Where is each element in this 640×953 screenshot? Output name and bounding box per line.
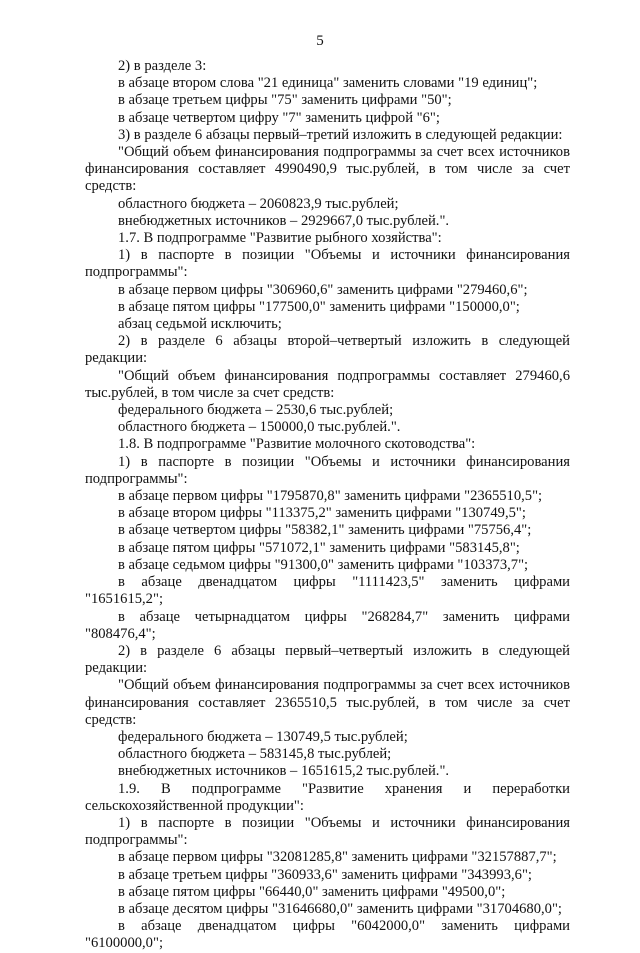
paragraph: в абзаце третьем цифры "360933,6" заменить цифрами "343993,6"; bbox=[118, 866, 532, 883]
paragraph: "Общий объем финансирования подпрограммы за счет всех источников финансирования составляет 4990490,9 тыс.рублей, в том числе за счет средств: bbox=[85, 144, 570, 195]
page-number: 5 bbox=[316, 33, 324, 49]
paragraph: "Общий объем финансирования подпрограммы составляет 279460,6 тыс.рублей, в том числе за счет средств: bbox=[85, 367, 570, 401]
paragraph: в абзаце третьем цифры "75" заменить цифрами "50"; bbox=[118, 92, 452, 109]
paragraph: в абзаце пятом цифры "571072,1" заменить цифрами "583145,8"; bbox=[118, 539, 520, 556]
paragraph: федерального бюджета – 130749,5 тыс.рублей; bbox=[118, 728, 408, 745]
paragraph: в абзаце двенадцатом цифры "6042000,0" заменить цифрами "6100000,0"; bbox=[85, 918, 570, 952]
paragraph: 1) в паспорте в позиции "Объемы и источники финансирования подпрограммы": bbox=[85, 453, 570, 487]
paragraph: в абзаце двенадцатом цифры "1111423,5" заменить цифрами "1651615,2"; bbox=[85, 574, 570, 608]
paragraph: в абзаце втором цифры "113375,2" заменить цифрами "130749,5"; bbox=[118, 505, 526, 522]
paragraph: в абзаце четвертом цифру "7" заменить цифрой "6"; bbox=[118, 109, 440, 126]
paragraph: внебюджетных источников – 2929667,0 тыс.рублей.". bbox=[118, 212, 450, 229]
paragraph: в абзаце первом цифры "1795870,8" заменить цифрами "2365510,5"; bbox=[118, 488, 543, 505]
paragraph: областного бюджета – 2060823,9 тыс.рублей; bbox=[118, 195, 399, 212]
paragraph: 2) в разделе 6 абзацы второй–четвертый изложить в следующей редакции: bbox=[85, 333, 570, 367]
paragraph: областного бюджета – 583145,8 тыс.рублей; bbox=[118, 746, 392, 763]
paragraph: в абзаце пятом цифры "177500,0" заменить цифрами "150000,0"; bbox=[118, 298, 520, 315]
paragraph: 1) в паспорте в позиции "Объемы и источники финансирования подпрограммы": bbox=[85, 814, 570, 849]
document-body bbox=[85, 58, 570, 953]
paragraph: 3) в разделе 6 абзацы первый–третий изложить в следующей редакции: bbox=[118, 126, 563, 143]
paragraph: "Общий объем финансирования подпрограммы за счет всех источников финансирования составляет 2365510,5 тыс.рублей, в том числе за счет средств: bbox=[85, 677, 570, 728]
paragraph: в абзаце втором слова "21 единица" заменить словами "19 единиц"; bbox=[118, 75, 538, 92]
paragraph: в абзаце первом цифры "306960,6" заменить цифрами "279460,6"; bbox=[118, 281, 528, 298]
paragraph: 2) в разделе 6 абзацы первый–четвертый изложить в следующей редакции: bbox=[85, 642, 570, 677]
paragraph: в абзаце четырнадцатом цифры "268284,7" заменить цифрами "808476,4"; bbox=[85, 608, 570, 642]
paragraph: 1.9. В подпрограмме "Развитие хранения и переработки сельскохозяйственной продукции": bbox=[85, 780, 570, 814]
paragraph: федерального бюджета – 2530,6 тыс.рублей; bbox=[118, 402, 394, 419]
paragraph: 1.8. В подпрограмме "Развитие молочного скотоводства": bbox=[118, 436, 476, 453]
paragraph: 2) в разделе 3: bbox=[118, 58, 207, 74]
paragraph: 1) в паспорте в позиции "Объемы и источники финансирования подпрограммы": bbox=[85, 247, 570, 281]
paragraph: абзац седьмой исключить; bbox=[118, 316, 282, 333]
paragraph: внебюджетных источников – 1651615,2 тыс.рублей.". bbox=[118, 763, 450, 780]
paragraph: в абзаце десятом цифры "31646680,0" заменить цифрами "31704680,0"; bbox=[118, 900, 562, 917]
paragraph: областного бюджета – 150000,0 тыс.рублей.". bbox=[118, 419, 401, 436]
paragraph: в абзаце первом цифры "32081285,8" заменить цифрами "32157887,7"; bbox=[118, 849, 557, 866]
paragraph: в абзаце седьмом цифры "91300,0" заменить цифрами "103373,7"; bbox=[118, 556, 529, 573]
paragraph: в абзаце пятом цифры "66440,0" заменить цифрами "49500,0"; bbox=[118, 883, 506, 900]
paragraph: в абзаце четвертом цифры "58382,1" заменить цифрами "75756,4"; bbox=[118, 522, 532, 539]
paragraph: 1.7. В подпрограмме "Развитие рыбного хозяйства": bbox=[118, 230, 442, 247]
